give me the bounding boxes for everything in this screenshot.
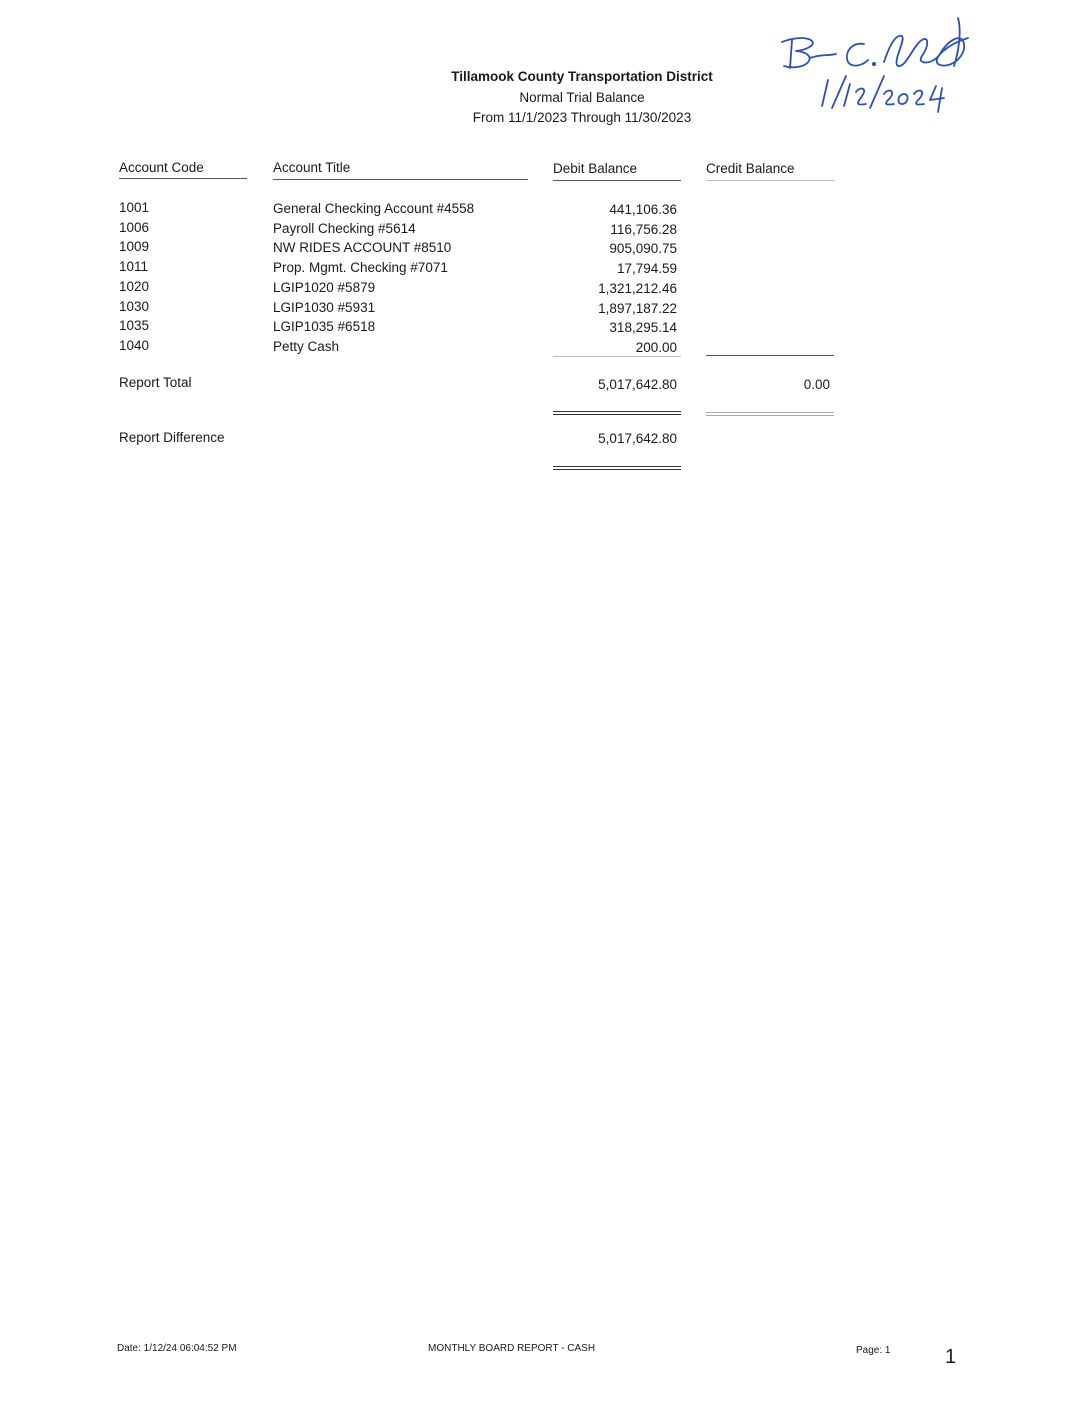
total-double-rule: [553, 411, 681, 415]
total-double-rule: [706, 412, 834, 416]
column-header-underline: [273, 179, 528, 180]
account-code: 1009: [119, 239, 150, 254]
account-title: Petty Cash: [273, 339, 340, 354]
account-title: NW RIDES ACCOUNT #8510: [273, 240, 452, 255]
debit-balance: 318,295.14: [609, 320, 677, 335]
report-total-credit: 0.00: [803, 377, 830, 392]
report-title: Normal Trial Balance: [519, 90, 645, 105]
report-difference-debit: 5,017,642.80: [598, 431, 677, 446]
column-header-underline: [553, 180, 681, 181]
account-title: Payroll Checking #5614: [273, 221, 416, 236]
account-code: 1006: [119, 220, 150, 235]
account-code: 1035: [119, 318, 150, 333]
account-title: General Checking Account #4558: [273, 201, 475, 216]
report-total-label: Report Total: [119, 375, 192, 390]
page-number: 1: [945, 1346, 957, 1368]
debit-subtotal-rule: [553, 356, 681, 357]
difference-double-rule: [553, 466, 681, 470]
debit-balance: 441,106.36: [609, 202, 677, 217]
column-header-account-code: Account Code: [119, 160, 204, 175]
debit-balance: 17,794.59: [616, 261, 677, 276]
debit-balance: 200.00: [635, 340, 677, 355]
account-code: 1011: [119, 259, 149, 274]
date-range: From 11/1/2023 Through 11/30/2023: [472, 110, 692, 125]
account-code: 1001: [119, 200, 150, 215]
footer-date: Date: 1/12/24 06:04:52 PM: [117, 1343, 237, 1354]
column-header-underline: [119, 178, 247, 179]
account-title: Prop. Mgmt. Checking #7071: [273, 260, 448, 275]
debit-balance: 905,090.75: [609, 241, 677, 256]
footer-page: Page: 1: [856, 1345, 891, 1356]
debit-balance: 1,321,212.46: [598, 281, 677, 296]
debit-balance: 116,756.28: [610, 222, 677, 237]
account-title: LGIP1035 #6518: [273, 319, 376, 334]
handwritten-signature: [772, 14, 982, 114]
column-header-debit-balance: Debit Balance: [553, 161, 638, 176]
column-header-credit-balance: Credit Balance: [706, 161, 795, 176]
footer-report-name: MONTHLY BOARD REPORT - CASH: [428, 1343, 596, 1354]
organization-title: Tillamook County Transportation District: [451, 69, 713, 84]
column-header-underline: [706, 180, 834, 181]
account-title: LGIP1030 #5931: [273, 300, 376, 315]
credit-subtotal-rule: [706, 355, 834, 356]
column-header-account-title: Account Title: [273, 160, 351, 175]
account-code: 1020: [119, 279, 150, 294]
account-code: 1040: [119, 338, 150, 353]
account-title: LGIP1020 #5879: [273, 280, 376, 295]
report-total-debit: 5,017,642.80: [598, 377, 677, 392]
debit-balance: 1,897,187.22: [598, 301, 677, 316]
account-code: 1030: [119, 299, 150, 314]
report-difference-label: Report Difference: [119, 430, 225, 445]
